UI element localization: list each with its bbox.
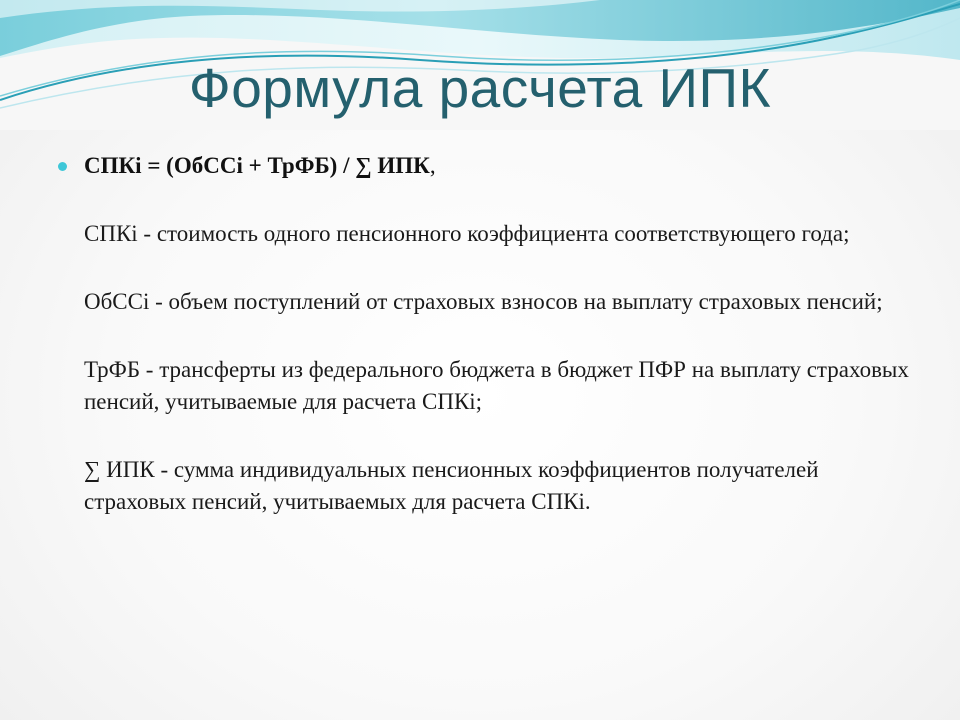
definition-sum-ipk: ∑ ИПК - сумма индивидуальных пенсионных коэффициентов получателей страховых пенсий, учитываемых для расчета СПКi. [84,457,819,514]
formula-line [84,150,918,182]
formula-trailing-comma: , [429,153,436,178]
bullet-item [58,150,918,518]
definition-spki: СПКi - стоимость одного пенсионного коэффициента соответствующего года; [84,221,850,246]
slide-title: Формула расчета ИПК [188,57,772,119]
definition-obssi: ОбССi - объем поступлений от страховых взносов на выплату страховых пенсий; [84,289,883,314]
formula-expression: СПКi = (ОбССi + ТрФБ) / ∑ ИПК [84,153,430,178]
bullet-dot-icon [58,162,67,171]
definition-trfb: ТрФБ - трансферты из федерального бюджета в бюджет ПФР на выплату страховых пенсий, учитываемые для расчета СПКi; [84,357,909,414]
content-area [58,150,918,518]
